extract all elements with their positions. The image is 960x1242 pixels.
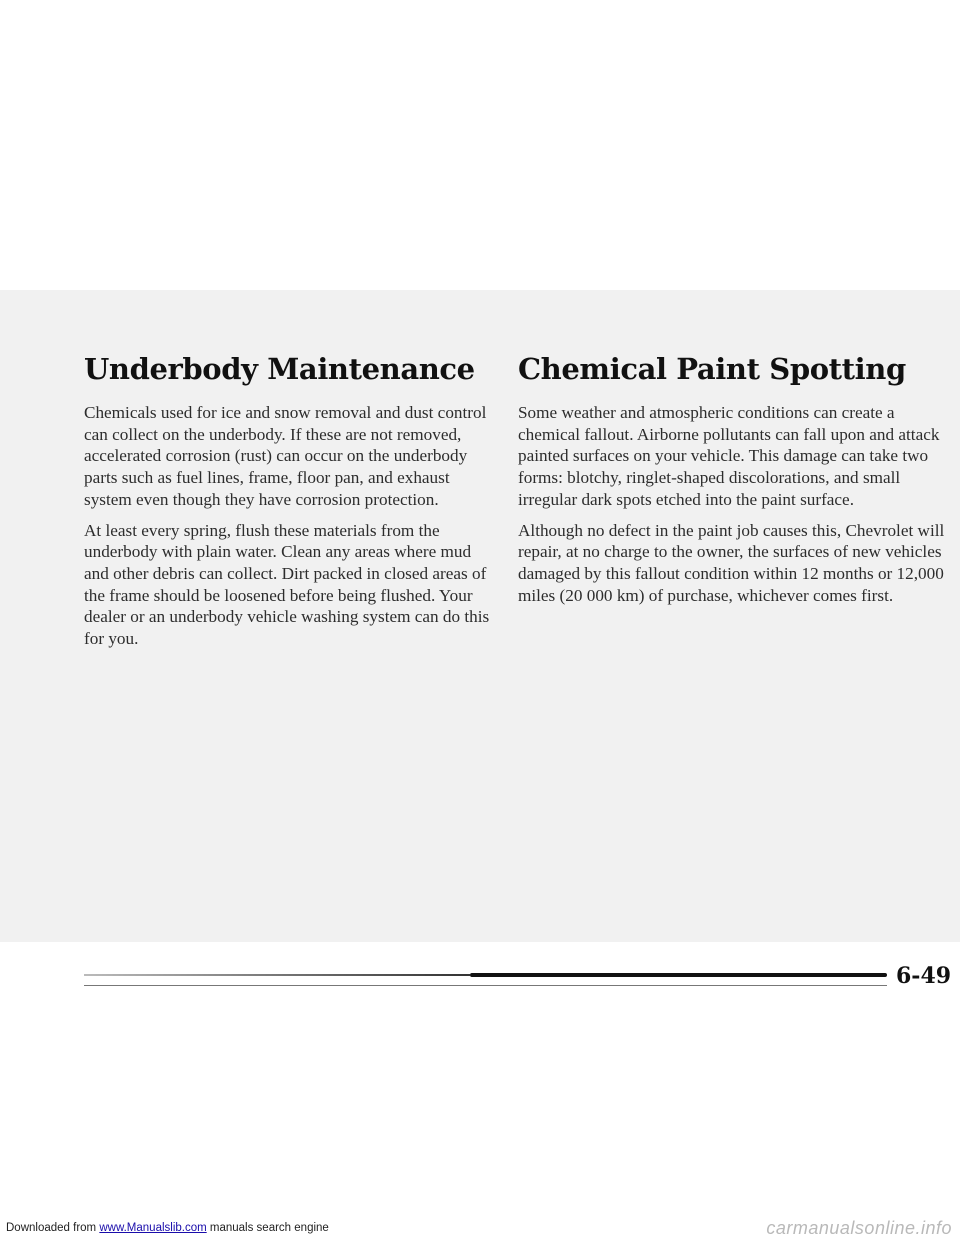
paragraph: Although no defect in the paint job causes this, Chevrolet will repair, at no charge to the owner, the surfaces of new vehicles damaged by this fallout condition within 12 months or 12,000 miles (20 000 km) of purchase, whichever comes first. — [518, 520, 945, 605]
section-underbody-maintenance — [84, 352, 498, 659]
section-chemical-paint-spotting — [518, 352, 948, 615]
page-number: 6-49 — [896, 963, 952, 989]
paragraph: Chemicals used for ice and snow removal and dust control can collect on the underbody. If these are not removed, accelerated corrosion (rust) can occur on the underbody parts such as fuel lines, frame, floor pan, and exhaust system even though they have corrosion protection. — [84, 403, 487, 509]
download-watermark — [6, 1222, 329, 1234]
section-title: Chemical Paint Spotting — [518, 352, 906, 386]
paragraph: At least every spring, flush these materials from the underbody with plain water. Clean any areas where mud and other debris can collect. Dirt packed in closed areas of the frame should be loosened before being flushed. Your dealer or an underbody vehicle washing system can do this for you. — [84, 520, 490, 649]
site-logo: carmanualsonline.info — [766, 1218, 952, 1238]
section-title: Underbody Maintenance — [84, 352, 475, 386]
watermark-suffix: manuals search engine — [206, 1222, 329, 1234]
footer-rule-thin — [84, 985, 887, 986]
footer-rule-thick — [470, 973, 887, 977]
manualslib-link[interactable]: www.Manualslib.com — [99, 1222, 207, 1234]
watermark-prefix: Downloaded from — [6, 1222, 100, 1234]
paragraph: Some weather and atmospheric conditions can create a chemical fallout. Airborne pollutants can fall upon and attack painted surfaces on your vehicle. This damage can take two forms: blotchy, ringlet-shaped discolorations, and small irregular dark spots etched into the paint surface. — [518, 403, 940, 509]
footer-rule-fade — [84, 974, 470, 976]
